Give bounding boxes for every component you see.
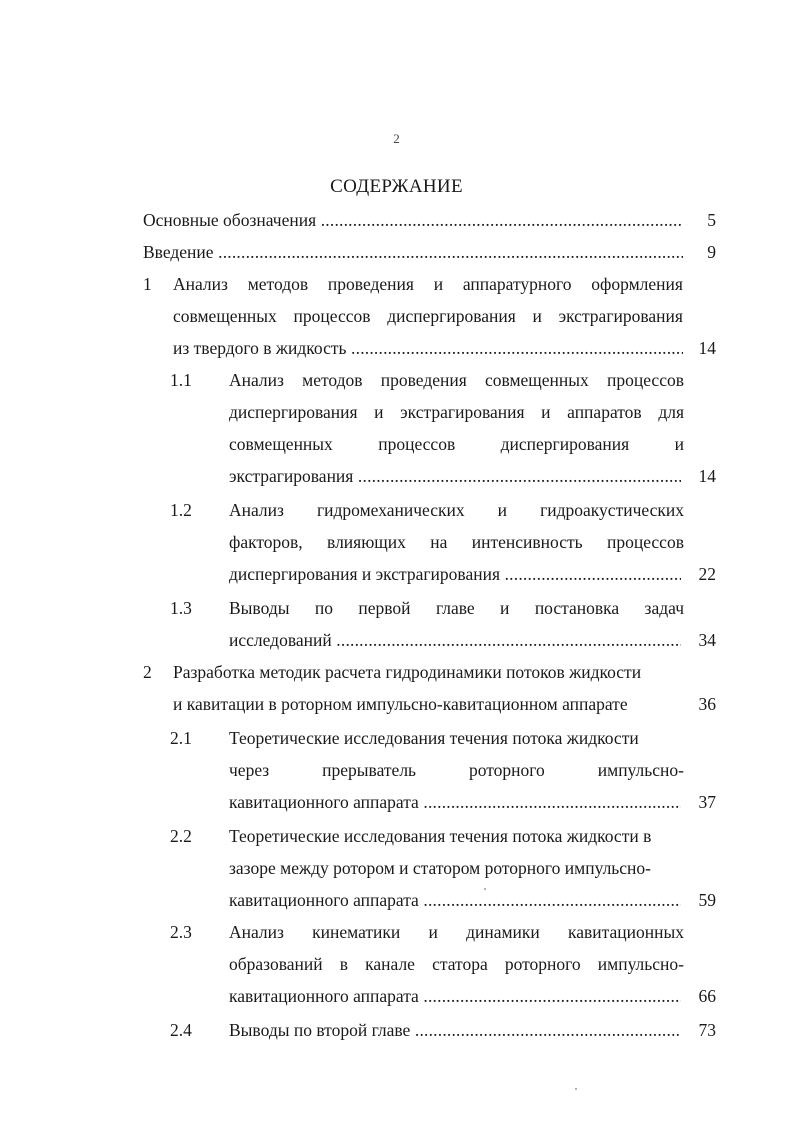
toc-entry-title: образований в канале статора роторного импульсно- (229, 954, 684, 974)
toc-entry (0, 657, 793, 687)
toc-entry-title: Анализ методов проведения совмещенных процессов (229, 370, 684, 390)
toc-entry-title: Основные обозначения ..... (143, 205, 683, 235)
toc-entry-number: 2.3 (170, 922, 192, 942)
toc-entry (0, 949, 793, 979)
toc-entry-title: исследований ..... (229, 625, 681, 655)
toc-entry (0, 723, 793, 753)
scan-speck (575, 1088, 577, 1090)
toc-entry-page: 37 (698, 792, 716, 812)
toc-entry-title: Теоретические исследования течения потока жидкости (229, 728, 639, 748)
toc-entry (0, 755, 793, 785)
toc-entry (0, 1015, 793, 1045)
toc-entry (0, 853, 793, 883)
toc-entry (0, 429, 793, 459)
toc-entry (0, 917, 793, 947)
toc-entry (0, 365, 793, 395)
toc-entry (0, 787, 793, 817)
toc-entry-title: диспергирования и экстрагирования и аппаратов для (229, 402, 684, 422)
toc-entry-page: 66 (698, 986, 716, 1006)
scan-speck (484, 888, 486, 890)
toc-entry-title: Введение ..... (143, 237, 683, 267)
toc-entry (0, 461, 793, 491)
toc-entry-title: Теоретические исследования течения потока жидкости в (229, 826, 652, 846)
toc-entry-title: через прерыватель роторного импульсно- (229, 760, 684, 780)
toc-entry (0, 625, 793, 655)
toc-entry-title: из твердого в жидкость ..... (173, 333, 683, 363)
toc-entry (0, 981, 793, 1011)
toc-entry-number: 2 (143, 662, 152, 682)
toc-entry-page: 5 (707, 210, 716, 230)
toc-entry-title: экстрагирования ..... (229, 461, 681, 491)
toc-entry-number: 2.2 (170, 826, 192, 846)
toc-entry-title: Анализ кинематики и динамики кавитационных (229, 922, 684, 942)
toc-entry-number: 2.1 (170, 728, 192, 748)
toc-entry-number: 2.4 (170, 1020, 192, 1040)
toc-entry-page: 59 (698, 890, 716, 910)
toc-entry-title: совмещенных процессов диспергирования и (229, 434, 684, 454)
toc-entry (0, 593, 793, 623)
toc-entry (0, 205, 793, 235)
toc-entry-title: Выводы по первой главе и постановка задач (229, 598, 684, 618)
toc-entry (0, 885, 793, 915)
toc-entry-page: 9 (707, 242, 716, 262)
toc-entry (0, 821, 793, 851)
toc-entry-title: Разработка методик расчета гидродинамики потоков жидкости (173, 662, 642, 682)
toc-entry-number: 1.3 (170, 598, 192, 618)
toc-entry (0, 301, 793, 331)
toc-entry (0, 333, 793, 363)
toc-entry (0, 397, 793, 427)
toc-entry-title: кавитационного аппарата ..... (229, 885, 681, 915)
toc-entry-page: 14 (698, 466, 716, 486)
toc-entry-number: 1.2 (170, 500, 192, 520)
toc-entry-number: 1.1 (170, 370, 192, 390)
toc-entry (0, 559, 793, 589)
toc-entry (0, 269, 793, 299)
toc-entry-title: Анализ гидромеханических и гидроакустических (229, 500, 684, 520)
toc-entry-title: Выводы по второй главе ..... (229, 1015, 681, 1045)
toc-entry-title: зазоре между ротором и статором роторного импульсно- (229, 858, 651, 878)
toc-entry (0, 689, 793, 719)
toc-entry-title: Анализ методов проведения и аппаратурного оформления (173, 274, 683, 294)
page-number: 2 (393, 131, 400, 146)
toc-entry (0, 495, 793, 525)
toc-entry-title: совмещенных процессов диспергирования и экстрагирования (173, 306, 683, 326)
toc-entry (0, 527, 793, 557)
toc-entry-number: 1 (143, 274, 152, 294)
toc-entry (0, 237, 793, 267)
toc-entry-title: кавитационного аппарата ..... (229, 981, 681, 1011)
toc-entry-title: кавитационного аппарата ..... (229, 787, 681, 817)
toc-entry-page: 22 (698, 564, 716, 584)
toc-entry-page: 73 (698, 1020, 716, 1040)
toc-entry-page: 34 (698, 630, 716, 650)
toc-entry-title: факторов, влияющих на интенсивность процессов (229, 532, 684, 552)
toc-entry-page: 14 (698, 338, 716, 358)
toc-entry-title: диспергирования и экстрагирования ..... (229, 559, 681, 589)
page-title: СОДЕРЖАНИЕ (330, 176, 463, 197)
toc-entry-page: 36 (698, 694, 716, 714)
toc-entry-title: и кавитации в роторном импульсно-кавитационном аппарате (173, 694, 628, 714)
